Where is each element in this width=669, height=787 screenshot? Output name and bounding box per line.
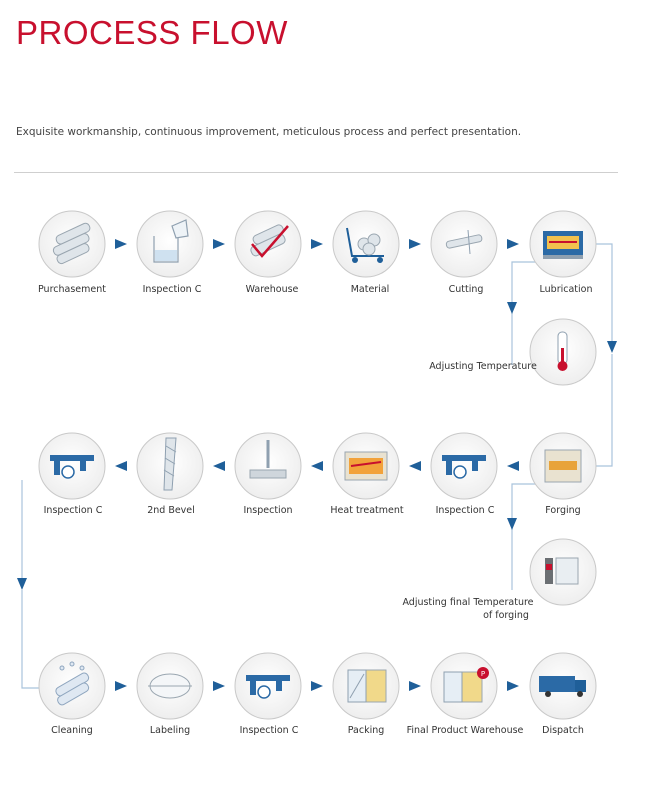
step-label: Lubrication [539,284,593,295]
step-label: Final Product Warehouse [406,725,524,736]
step-label: Warehouse [245,284,299,295]
step-label: Inspection [243,505,293,516]
step-inspection [235,433,301,516]
arrow-4 [409,239,421,249]
arrow-row3-4 [409,681,421,691]
gauge-icon [545,558,578,584]
arrow-row2-4 [409,461,421,471]
step-label: Purchasement [38,284,106,295]
step-inspection-c-2 [431,433,497,516]
step-forging [530,433,596,516]
step-packing [333,653,399,736]
step-heat-treatment [330,433,403,516]
step-purchasement [38,211,106,295]
forging-icon [545,450,581,482]
step-label: Material [350,284,390,295]
step-lubrication [530,211,596,295]
step-label-line2: of forging [483,610,529,621]
page-title: PROCESS FLOW [16,14,288,51]
flow-arrows [17,239,617,691]
svg-text:P: P [480,670,486,678]
step-2nd-bevel [137,433,203,516]
arrow-down-right [607,341,617,353]
step-label: Labeling [149,725,191,736]
step-label: Cleaning [51,725,93,736]
step-label: Adjusting final Temperature [402,597,534,608]
connector-left-to-row3 [22,590,40,688]
step-inspection-c-4 [235,653,301,736]
packing-box-icon [348,670,386,702]
step-cutting [431,211,497,295]
step-label: Forging [545,505,581,516]
step-label: Inspection C [435,505,495,516]
step-label: Inspection C [239,725,299,736]
step-labeling [137,653,203,736]
arrow-down-left [17,578,27,590]
arrow-row3-1 [115,681,127,691]
step-label: Inspection C [142,284,202,295]
step-inspection-c-3 [39,433,105,516]
step-adjusting-final-temperature [402,539,596,621]
arrow-row2-5 [507,461,519,471]
step-label: Inspection C [43,505,103,516]
arrow-row2-3 [311,461,323,471]
arrow-3 [311,239,323,249]
step-final-product-warehouse [407,653,524,736]
step-label: 2nd Bevel [147,505,195,516]
arrow-1 [115,239,127,249]
page-subtitle: Exquisite workmanship, continuous improvement, meticulous process and perfect presentation. [16,126,522,138]
arrow-row3-2 [213,681,225,691]
step-label: Adjusting Temperature [429,361,537,372]
step-cleaning [39,653,105,736]
arrow-down-branch2 [507,518,517,530]
step-label: Dispatch [542,725,584,736]
step-material [333,211,399,295]
step-inspection-c-1 [137,211,203,295]
step-label: Packing [347,725,385,736]
arrow-down-branch1 [507,302,517,314]
arrow-row3-5 [507,681,519,691]
arrow-row2-2 [213,461,225,471]
step-label: Cutting [448,284,484,295]
lubrication-machine-icon [543,231,583,259]
arrow-5 [507,239,519,249]
arrow-row2-1 [115,461,127,471]
thermometer-icon [558,332,568,371]
step-label: Heat treatment [330,505,404,516]
connector-row1-right [596,244,612,344]
warehouse-box-icon [444,667,489,702]
step-warehouse [235,211,301,295]
connector-right-to-row2 [596,354,612,466]
furnace-icon [345,452,387,480]
step-dispatch [530,653,596,736]
arrow-row3-3 [311,681,323,691]
arrow-2 [213,239,225,249]
step-adjusting-temperature [429,319,596,385]
